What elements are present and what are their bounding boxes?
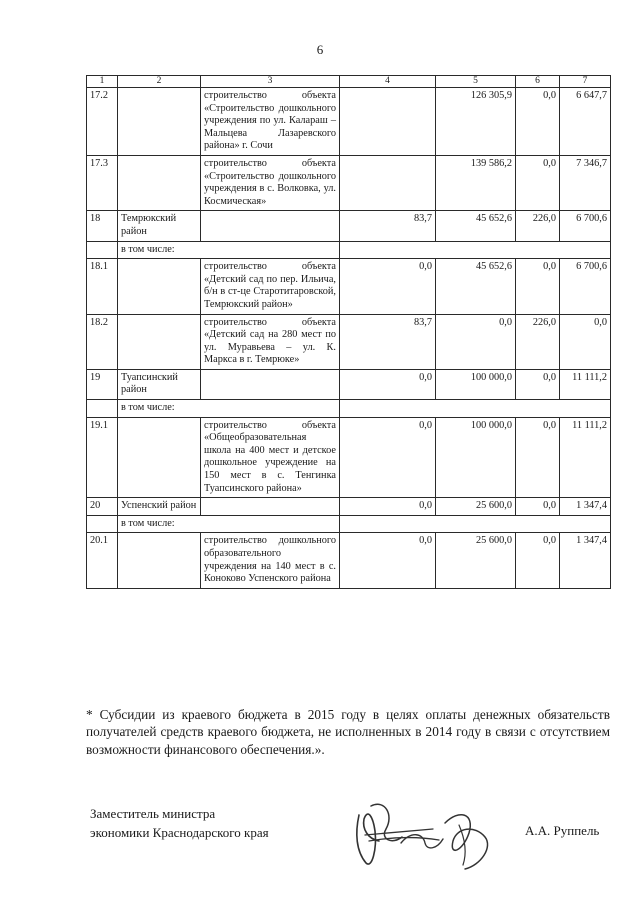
region-cell: Туапсинский район: [118, 369, 201, 399]
value-cell-col4: [340, 88, 436, 156]
description-cell: строительство дошкольного образовательного учреждения на 140 мест в с. Коноково Успенского района: [201, 533, 340, 588]
value-cell-col6: 0,0: [516, 259, 560, 314]
table-region-row: [87, 211, 611, 241]
value-cell-col6: 0,0: [516, 533, 560, 588]
value-cell-col4: 83,7: [340, 211, 436, 241]
description-cell: строительство объекта «Общеобразовательная школа на 400 мест и детское дошкольное учреждение на 150 мест в с. Тенгинка Туапсинского района»: [201, 417, 340, 498]
in-that-number-cell: в том числе:: [118, 515, 340, 533]
in-that-number-cell: в том числе:: [118, 241, 340, 259]
value-cell-col7: 1 347,4: [560, 498, 611, 516]
value-cell-col7: 6 700,6: [560, 259, 611, 314]
row-index-cell: 19: [87, 369, 118, 399]
value-cell-col4: 0,0: [340, 417, 436, 498]
description-cell: [201, 211, 340, 241]
value-cell-col5: 0,0: [436, 314, 516, 369]
table-subheader-row: [87, 515, 611, 533]
value-cell-col4: 0,0: [340, 369, 436, 399]
region-cell: [118, 259, 201, 314]
description-cell: строительство объекта «Строительство дошкольного учреждения в с. Волковка, ул. Космическая»: [201, 155, 340, 210]
header-cell: 5: [436, 76, 516, 88]
row-index-cell: 20.1: [87, 533, 118, 588]
row-index-cell: 17.2: [87, 88, 118, 156]
value-cell-col7: 11 111,2: [560, 369, 611, 399]
table-item-row: [87, 88, 611, 156]
value-cell-col4: [340, 155, 436, 210]
header-cell: 4: [340, 76, 436, 88]
header-cell: 2: [118, 76, 201, 88]
value-cell-col7: 11 111,2: [560, 417, 611, 498]
empty-cell: [340, 515, 611, 533]
value-cell-col4: 83,7: [340, 314, 436, 369]
header-cell: 3: [201, 76, 340, 88]
value-cell-col6: 226,0: [516, 211, 560, 241]
value-cell-col6: 0,0: [516, 498, 560, 516]
region-cell: [118, 417, 201, 498]
region-cell: Темрюкский район: [118, 211, 201, 241]
empty-cell: [340, 241, 611, 259]
region-cell: [118, 155, 201, 210]
table-header-row: [87, 76, 611, 88]
value-cell-col6: 0,0: [516, 155, 560, 210]
value-cell-col5: 139 586,2: [436, 155, 516, 210]
page-number: 6: [316, 42, 324, 57]
signatory-title-line: Заместитель министра: [90, 806, 216, 821]
value-cell-col6: 0,0: [516, 88, 560, 156]
value-cell-col5: 45 652,6: [436, 259, 516, 314]
table-item-row: [87, 533, 611, 588]
empty-cell: [340, 400, 611, 418]
signatory-title-line: экономики Краснодарского края: [90, 825, 269, 840]
value-cell-col7: 6 700,6: [560, 211, 611, 241]
header-cell: 7: [560, 76, 611, 88]
table-subheader-row: [87, 241, 611, 259]
value-cell-col5: 25 600,0: [436, 498, 516, 516]
description-cell: [201, 498, 340, 516]
value-cell-col4: 0,0: [340, 498, 436, 516]
row-index-cell: 18: [87, 211, 118, 241]
value-cell-col6: 226,0: [516, 314, 560, 369]
table-item-row: [87, 259, 611, 314]
signatory-name: А.А. Руппель: [525, 823, 600, 838]
value-cell-col4: 0,0: [340, 259, 436, 314]
budget-table: [86, 75, 611, 589]
region-cell: [118, 314, 201, 369]
footnote: * Субсидии из краевого бюджета в 2015 году в целях оплаты денежных обязательств получателей средств краевого бюджета, не исполненных в 2014 году в связи с отсутствием возможности финансового обеспечения.».: [86, 707, 610, 757]
value-cell-col5: 45 652,6: [436, 211, 516, 241]
value-cell-col5: 126 305,9: [436, 88, 516, 156]
row-index-cell: [87, 400, 118, 418]
description-cell: строительство объекта «Детский сад по пер. Ильича, б/н в ст-це Старотитаровской, Темрюкский район»: [201, 259, 340, 314]
description-cell: строительство объекта «Детский сад на 280 мест по ул. Муравьева – ул. К. Маркса в г. Темрюке»: [201, 314, 340, 369]
row-index-cell: 19.1: [87, 417, 118, 498]
table-region-row: [87, 369, 611, 399]
value-cell-col7: 7 346,7: [560, 155, 611, 210]
header-cell: 1: [87, 76, 118, 88]
row-index-cell: 17.3: [87, 155, 118, 210]
table-subheader-row: [87, 400, 611, 418]
value-cell-col7: 0,0: [560, 314, 611, 369]
handwritten-signature: [335, 785, 515, 885]
table-item-row: [87, 417, 611, 498]
table-item-row: [87, 314, 611, 369]
value-cell-col5: 25 600,0: [436, 533, 516, 588]
table-body: [87, 76, 611, 589]
value-cell-col5: 100 000,0: [436, 417, 516, 498]
row-index-cell: [87, 515, 118, 533]
table-item-row: [87, 155, 611, 210]
description-cell: [201, 369, 340, 399]
header-cell: 6: [516, 76, 560, 88]
signatory-title: [90, 804, 269, 842]
value-cell-col6: 0,0: [516, 417, 560, 498]
in-that-number-cell: в том числе:: [118, 400, 340, 418]
row-index-cell: 18.2: [87, 314, 118, 369]
description-cell: строительство объекта «Строительство дошкольного учреждения по ул. Калараш – Мальцева Лазаревского района» г. Сочи: [201, 88, 340, 156]
value-cell-col5: 100 000,0: [436, 369, 516, 399]
region-cell: Успенский район: [118, 498, 201, 516]
value-cell-col7: 6 647,7: [560, 88, 611, 156]
region-cell: [118, 533, 201, 588]
row-index-cell: 18.1: [87, 259, 118, 314]
value-cell-col4: 0,0: [340, 533, 436, 588]
value-cell-col7: 1 347,4: [560, 533, 611, 588]
row-index-cell: 20: [87, 498, 118, 516]
table-region-row: [87, 498, 611, 516]
row-index-cell: [87, 241, 118, 259]
region-cell: [118, 88, 201, 156]
value-cell-col6: 0,0: [516, 369, 560, 399]
